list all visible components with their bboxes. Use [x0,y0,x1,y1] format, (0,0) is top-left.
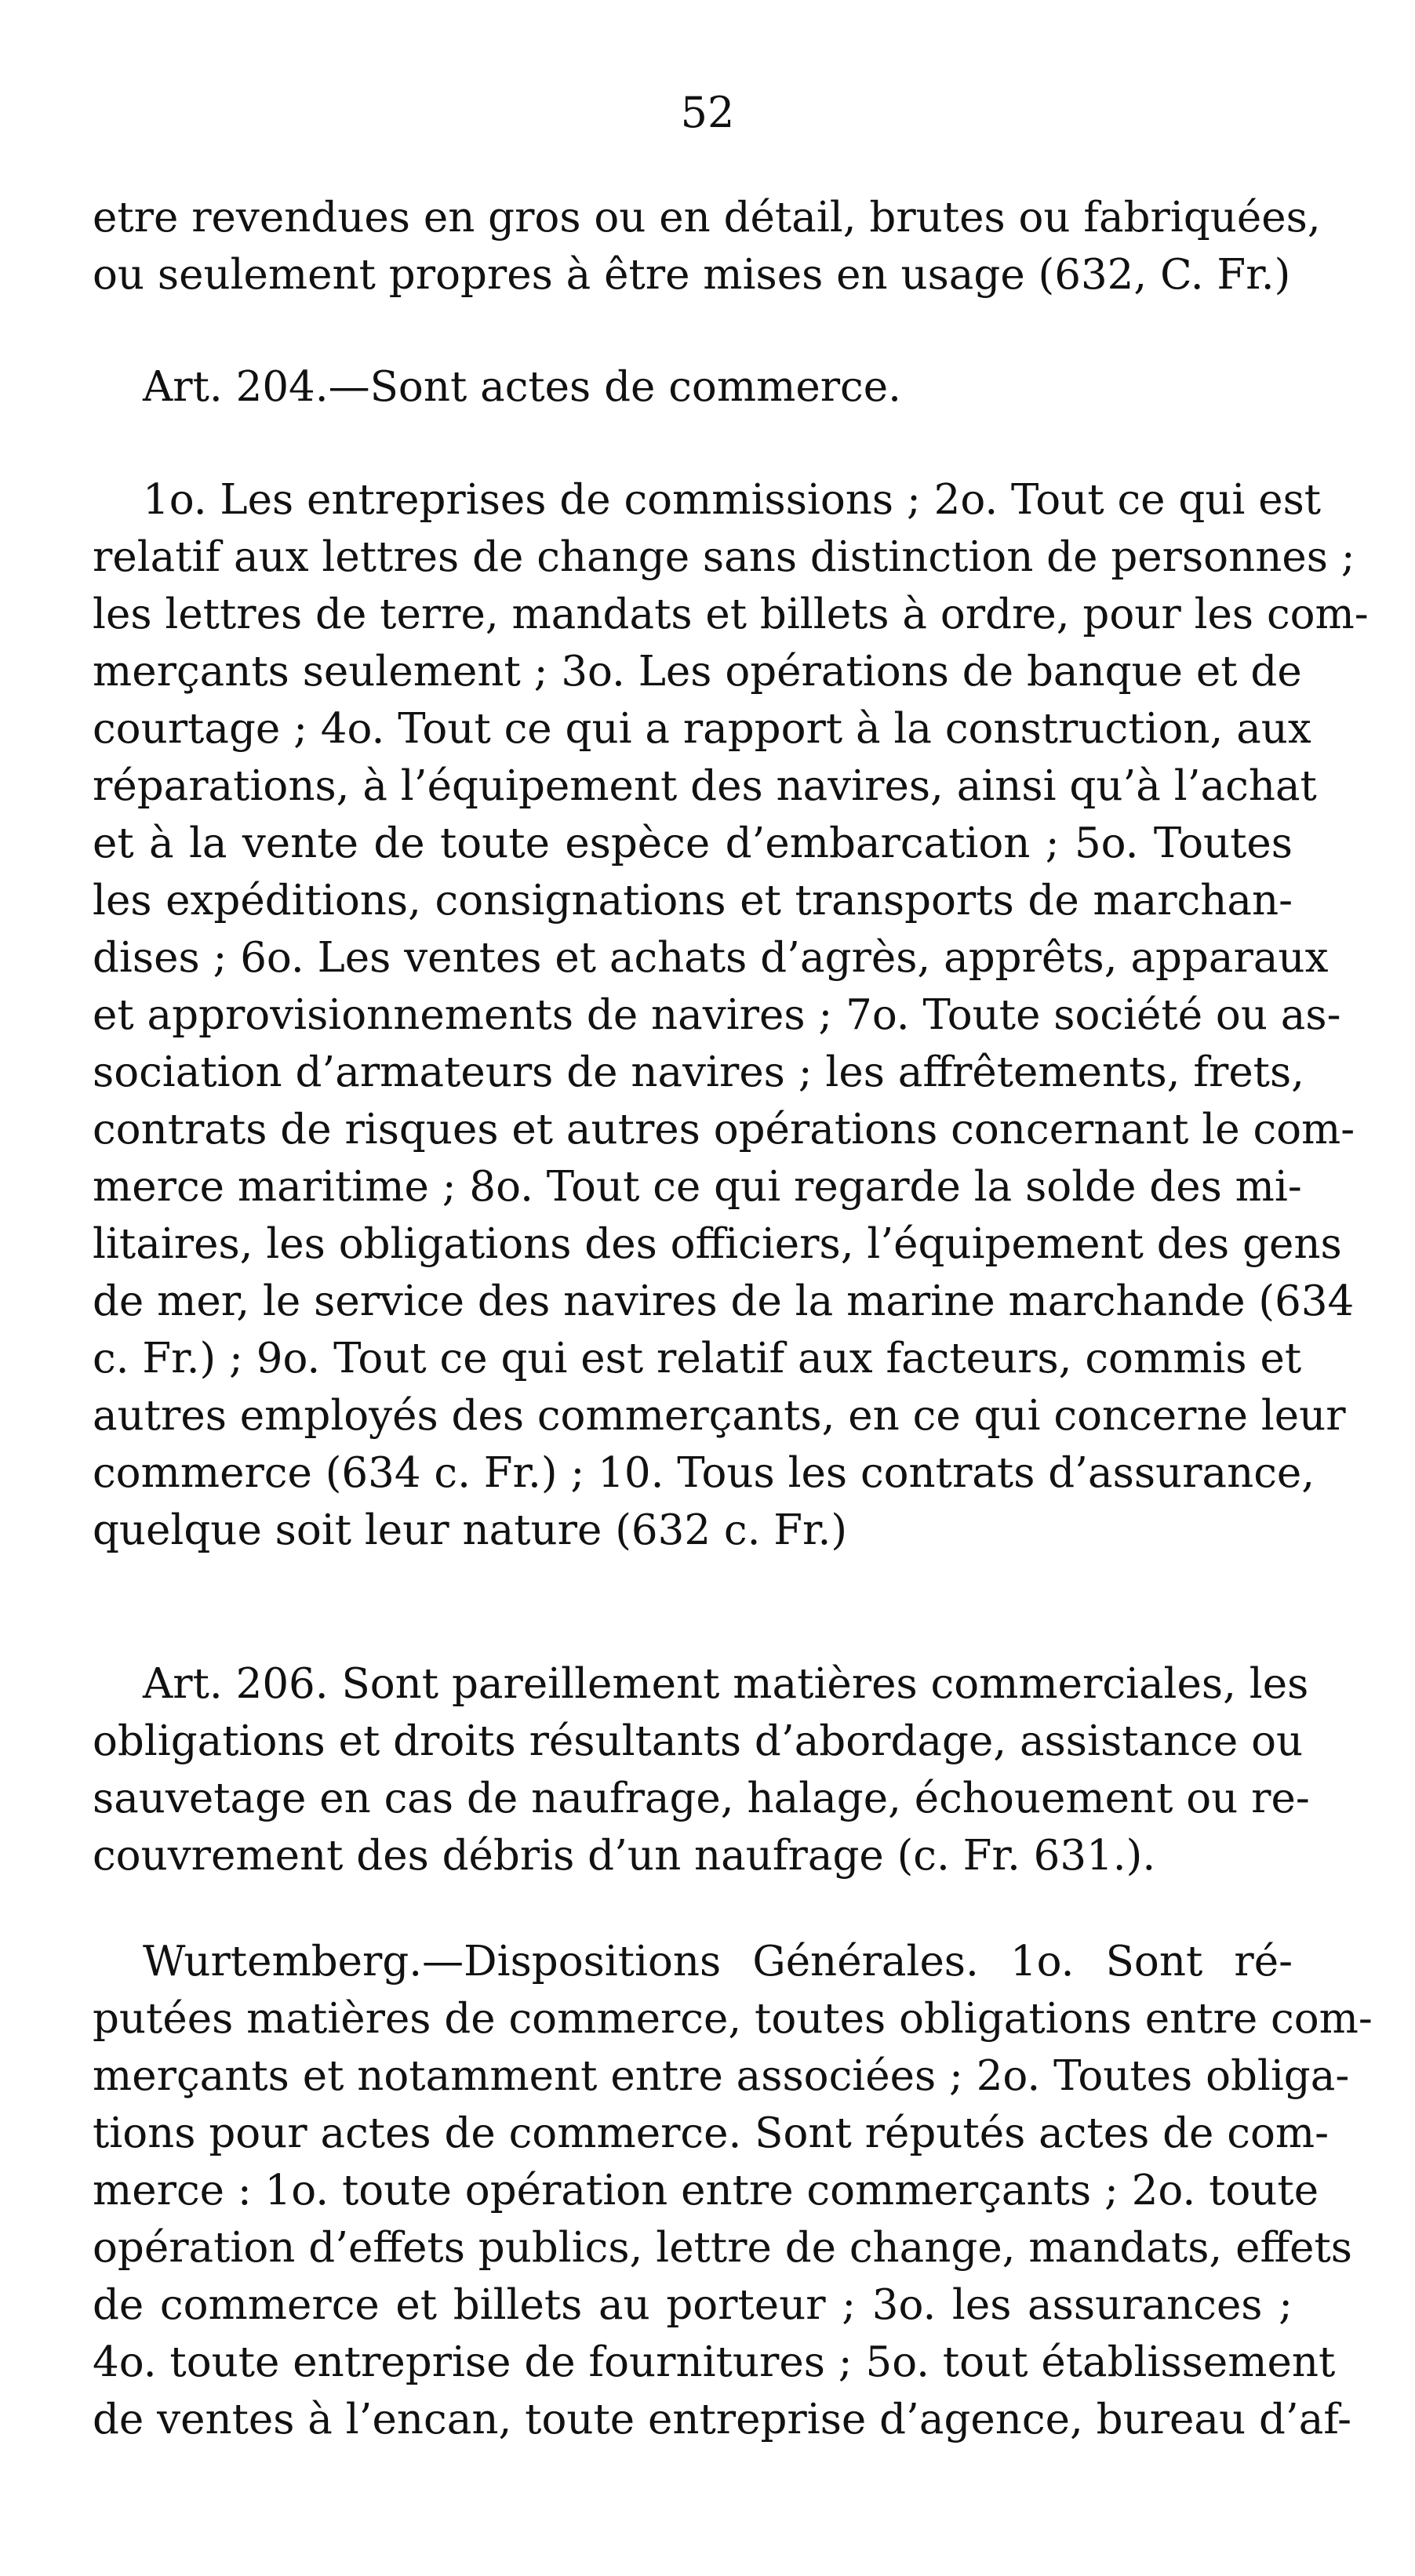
text-line: de commerce et billets au porteur ; 3o. les assurances ; [93,2281,1293,2329]
page-number: 52 [680,88,735,137]
text-line: putées matières de commerce, toutes obligations entre com- [93,1995,1373,2043]
text-line: Art. 206. Sont pareillement matières commerciales, les [143,1660,1309,1708]
text-line: commerce (634 c. Fr.) ; 10. Tous les contrats d’assurance, [93,1449,1315,1497]
text-line: tions pour actes de commerce. Sont réputés actes de com- [93,2109,1330,2157]
text-line: contrats de risques et autres opérations concernant le com- [93,1106,1355,1154]
text-line: Wurtemberg.—Dispositions Générales. 1o. Sont ré- [143,1938,1293,1986]
text-line: merçants seulement ; 3o. Les opérations de banque et de [93,648,1302,696]
text-line: quelque soit leur nature (632 c. Fr.) [93,1506,848,1554]
text-line: les lettres de terre, mandats et billets à ordre, pour les com- [93,590,1369,638]
text-line: sociation d’armateurs de navires ; les affrêtements, frets, [93,1048,1305,1096]
text-line: relatif aux lettres de change sans distinction de personnes ; [93,533,1355,581]
text-line: et approvisionnements de navires ; 7o. Toute société ou as- [93,991,1341,1039]
text-line: autres employés des commerçants, en ce qui concerne leur [93,1392,1346,1440]
text-line: couvrement des débris d’un naufrage (c. Fr. 631.). [93,1832,1156,1880]
text-line: et à la vente de toute espèce d’embarcation ; 5o. Toutes [93,819,1293,867]
text-line: opération d’effets publics, lettre de change, mandats, effets [93,2224,1352,2272]
text-line: merce : 1o. toute opération entre commerçants ; 2o. toute [93,2167,1319,2214]
text-line: etre revendues en gros ou en détail, brutes ou fabriquées, [93,194,1321,242]
text-line: réparations, à l’équipement des navires, ainsi qu’à l’achat [93,762,1317,810]
text-line: de mer, le service des navires de la marine marchande (634 [93,1277,1355,1325]
text-line: obligations et droits résultants d’abordage, assistance ou [93,1717,1304,1765]
text-line: merçants et notamment entre associées ; 2o. Toutes obliga- [93,2052,1350,2100]
text-line: courtage ; 4o. Tout ce qui a rapport à la construction, aux [93,705,1311,753]
text-line: litaires, les obligations des officiers, l’équipement des gens [93,1220,1342,1268]
text-line: Art. 204.—Sont actes de commerce. [143,363,901,411]
text-line: merce maritime ; 8o. Tout ce qui regarde la solde des mi- [93,1163,1302,1211]
text-line: ou seulement propres à être mises en usage (632, C. Fr.) [93,251,1291,299]
text-line: 4o. toute entreprise de fournitures ; 5o. tout établissement [93,2338,1336,2386]
text-line: sauvetage en cas de naufrage, halage, échouement ou re- [93,1775,1310,1822]
text-line: les expéditions, consignations et transports de marchan- [93,877,1293,925]
text-line: c. Fr.) ; 9o. Tout ce qui est relatif aux facteurs, commis et [93,1335,1302,1382]
text-line: 1o. Les entreprises de commissions ; 2o. Tout ce qui est [143,476,1322,524]
text-line: de ventes à l’encan, toute entreprise d’agence, bureau d’af- [93,2396,1352,2443]
text-line: dises ; 6o. Les ventes et achats d’agrès, apprêts, apparaux [93,934,1329,982]
